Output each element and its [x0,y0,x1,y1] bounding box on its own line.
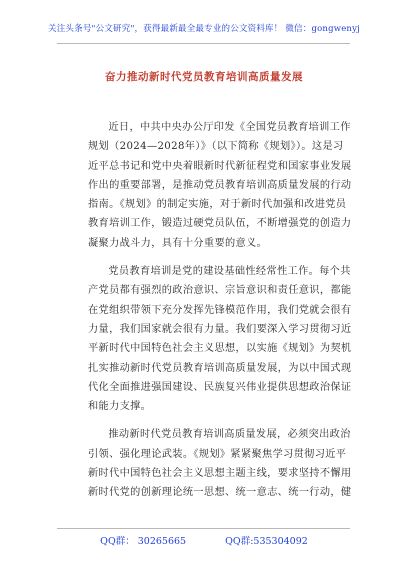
paragraph-1 [88,118,350,253]
header-note: 关注头条号"公文研究"，获得最新最全最专业的公文资料库！ 微信：gongwenyj [48,24,360,34]
text-line: 产党员都有强烈的政治意识、宗旨意识和责任意识，都能 [88,285,352,297]
text-line: 引领、强化理论武装。《规划》紧紧聚焦学习贯彻习近平 [88,448,347,460]
document-body [88,118,350,503]
text-line: 指南。《规划》的制定实施，对于新时代加强和改进党员 [88,199,347,211]
paragraph-gap [88,253,350,262]
text-line: 和能力支撑。 [88,401,152,413]
footer-divider [57,528,350,529]
text-line: 党员教育培训是党的建设基础性经常性工作。每个共 [108,266,351,278]
text-line: 力量，我们国家就会很有力量。我们要深入学习贯彻习近 [88,323,352,335]
text-line: 在党组织带领下充分发挥先锋模范作用，我们党就会很有 [88,304,352,316]
header-divider [57,43,350,44]
text-line: 作出的重要部署，是推动党员教育培训高质量发展的行动 [88,179,352,191]
text-line: 新时代中国特色社会主义思想主题主线，要求坚持不懈用 [88,468,352,480]
footer-qq-group-2: QQ群:535304092 [225,536,308,547]
text-line: 扎实推动新时代党员教育培训高质量发展，为以中国式现 [88,362,352,374]
paragraph-3 [88,425,350,502]
text-line: 近平总书记和党中央着眼新时代新征程党和国家事业发展 [88,160,352,172]
text-line: 新时代党的创新理论统一思想、统一意志、统一行动，健 [88,487,352,499]
text-line: 规划（2024—2028年）》（以下简称《规划》）。这是习 [88,141,344,153]
footer-qq-group-1: QQ群： 30265665 [100,536,187,547]
text-line: 教育培训工作，锻造过硬党员队伍，不断增强党的创造力 [88,218,352,230]
paragraph-gap [88,416,350,425]
text-line: 近日，中共中央办公厅印发《全国党员教育培训工作 [108,122,351,133]
text-line: 代化全面推进强国建设、民族复兴伟业提供思想政治保证 [88,381,352,393]
text-line: 凝聚力战斗力，具有十分重要的意义。 [88,237,268,249]
text-line: 平新时代中国特色社会主义思想，以实施《规划》为契机 [88,343,352,355]
text-line: 推动新时代党员教育培训高质量发展，必须突出政治 [108,429,351,441]
paragraph-2 [88,262,350,416]
document-title: 奋力推动新时代党员教育培训高质量发展 [105,71,303,83]
footer [0,533,408,547]
